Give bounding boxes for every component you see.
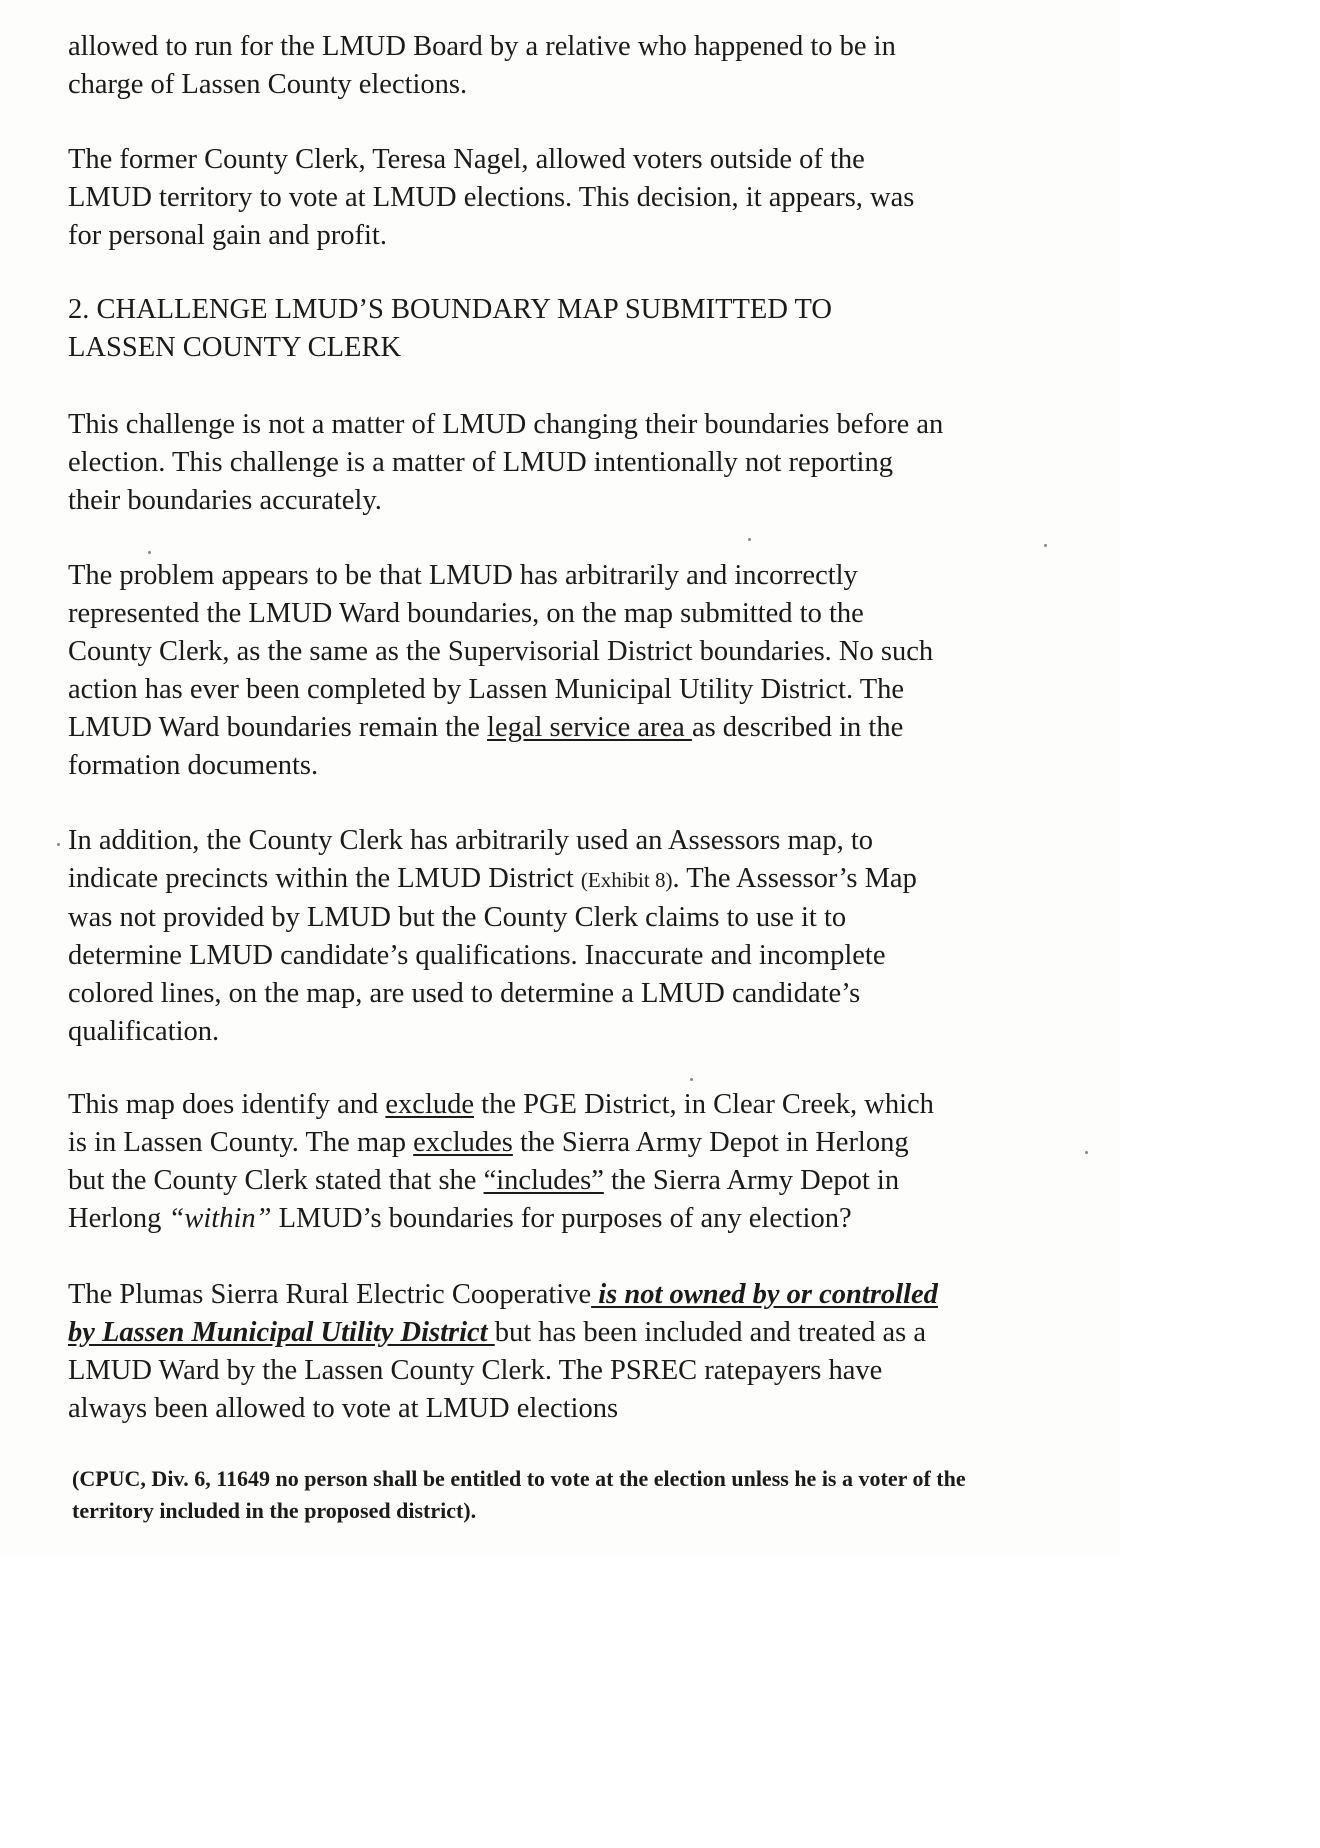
- heading-line: 2. CHALLENGE LMUD’S BOUNDARY MAP SUBMITTED TO: [68, 294, 832, 325]
- text-line: LMUD Ward by the Lassen County Clerk. The PSREC ratepayers have: [68, 1355, 883, 1386]
- paragraph-former-clerk: [68, 141, 1098, 255]
- underlined-word: excludes: [413, 1127, 513, 1158]
- text-segment: . The Assessor’s Map: [672, 863, 917, 894]
- text-line: formation documents.: [68, 750, 319, 781]
- text-segment: the PGE District, in Clear Creek, which: [474, 1089, 934, 1120]
- text-segment: The Plumas Sierra Rural Electric Cooperative: [68, 1279, 592, 1310]
- paragraph-assessors-map: [68, 822, 1098, 1051]
- text-line: [68, 860, 1098, 899]
- text-line: The problem appears to be that LMUD has arbitrarily and incorrectly: [68, 560, 858, 591]
- exhibit-reference: (Exhibit 8): [580, 868, 673, 892]
- text-line: charge of Lassen County elections.: [68, 69, 468, 100]
- text-line: qualification.: [68, 1016, 220, 1047]
- text-line: determine LMUD candidate’s qualifications. Inaccurate and incomplete: [68, 940, 886, 971]
- text-line: This challenge is not a matter of LMUD changing their boundaries before an: [68, 409, 944, 440]
- text-segment: Herlong: [68, 1203, 169, 1234]
- text-line: allowed to run for the LMUD Board by a relative who happened to be in: [68, 31, 896, 62]
- text-segment: indicate precincts within the LMUD District: [68, 863, 581, 894]
- text-line: LMUD territory to vote at LMUD elections. This decision, it appears, was: [68, 182, 915, 213]
- scan-speck: [148, 551, 151, 554]
- text-line: In addition, the County Clerk has arbitrarily used an Assessors map, to: [68, 825, 873, 856]
- text-line: was not provided by LMUD but the County Clerk claims to use it to: [68, 902, 847, 933]
- paragraph-challenge: [68, 406, 1098, 520]
- text-line: The former County Clerk, Teresa Nagel, allowed voters outside of the: [68, 144, 865, 175]
- emphasis-phrase: by Lassen Municipal Utility District: [68, 1317, 495, 1348]
- text-line: election. This challenge is a matter of LMUD intentionally not reporting: [68, 447, 893, 478]
- scan-speck: [57, 843, 60, 846]
- scan-speck: [690, 1078, 693, 1081]
- text-line: [68, 1162, 1098, 1200]
- text-segment: as described in the: [691, 712, 904, 743]
- scan-speck: [1044, 544, 1047, 547]
- text-segment: but the County Clerk stated that she: [68, 1165, 484, 1196]
- paragraph-psrec: [68, 1276, 1098, 1428]
- text-segment: is in Lassen County. The map: [68, 1127, 414, 1158]
- text-line: [68, 709, 1098, 747]
- text-line: [68, 1086, 1098, 1124]
- text-segment: the Sierra Army Depot in Herlong: [512, 1127, 909, 1158]
- text-line: for personal gain and profit.: [68, 220, 387, 251]
- emphasis-phrase: is not owned by or controlled: [591, 1279, 938, 1310]
- footnote-line: territory included in the proposed district).: [72, 1498, 477, 1523]
- section-heading: [68, 291, 1098, 367]
- underlined-word: exclude: [385, 1089, 475, 1120]
- italic-word: “within”: [168, 1203, 272, 1234]
- text-line: always been allowed to vote at LMUD elections: [68, 1393, 619, 1424]
- text-line: County Clerk, as the same as the Supervisorial District boundaries. No such: [68, 636, 934, 667]
- text-line: their boundaries accurately.: [68, 485, 382, 516]
- text-segment: This map does identify and: [68, 1089, 386, 1120]
- text-line: [68, 1200, 1098, 1238]
- scan-speck: [1085, 1151, 1088, 1154]
- footnote-citation: [72, 1463, 1102, 1527]
- paragraph-intro: [68, 28, 1098, 104]
- text-segment: LMUD Ward boundaries remain the: [68, 712, 488, 743]
- text-line: represented the LMUD Ward boundaries, on the map submitted to the: [68, 598, 864, 629]
- text-line: [68, 1276, 1098, 1314]
- heading-line: LASSEN COUNTY CLERK: [68, 332, 402, 363]
- underlined-phrase: legal service area: [487, 712, 692, 743]
- paragraph-map-excludes: [68, 1086, 1098, 1238]
- scan-speck: [748, 538, 751, 541]
- paragraph-problem: [68, 557, 1098, 785]
- text-line: [68, 1314, 1098, 1352]
- underlined-word: “includes”: [483, 1165, 604, 1196]
- footnote-line: (CPUC, Div. 6, 11649 no person shall be entitled to vote at the election unless he is a voter of the: [72, 1466, 966, 1491]
- text-line: colored lines, on the map, are used to determine a LMUD candidate’s: [68, 978, 861, 1009]
- text-line: [68, 1124, 1098, 1162]
- text-segment: LMUD’s boundaries for purposes of any election?: [271, 1203, 852, 1234]
- text-line: action has ever been completed by Lassen Municipal Utility District. The: [68, 674, 905, 705]
- text-segment: the Sierra Army Depot in: [603, 1165, 900, 1196]
- text-segment: but has been included and treated as a: [494, 1317, 927, 1348]
